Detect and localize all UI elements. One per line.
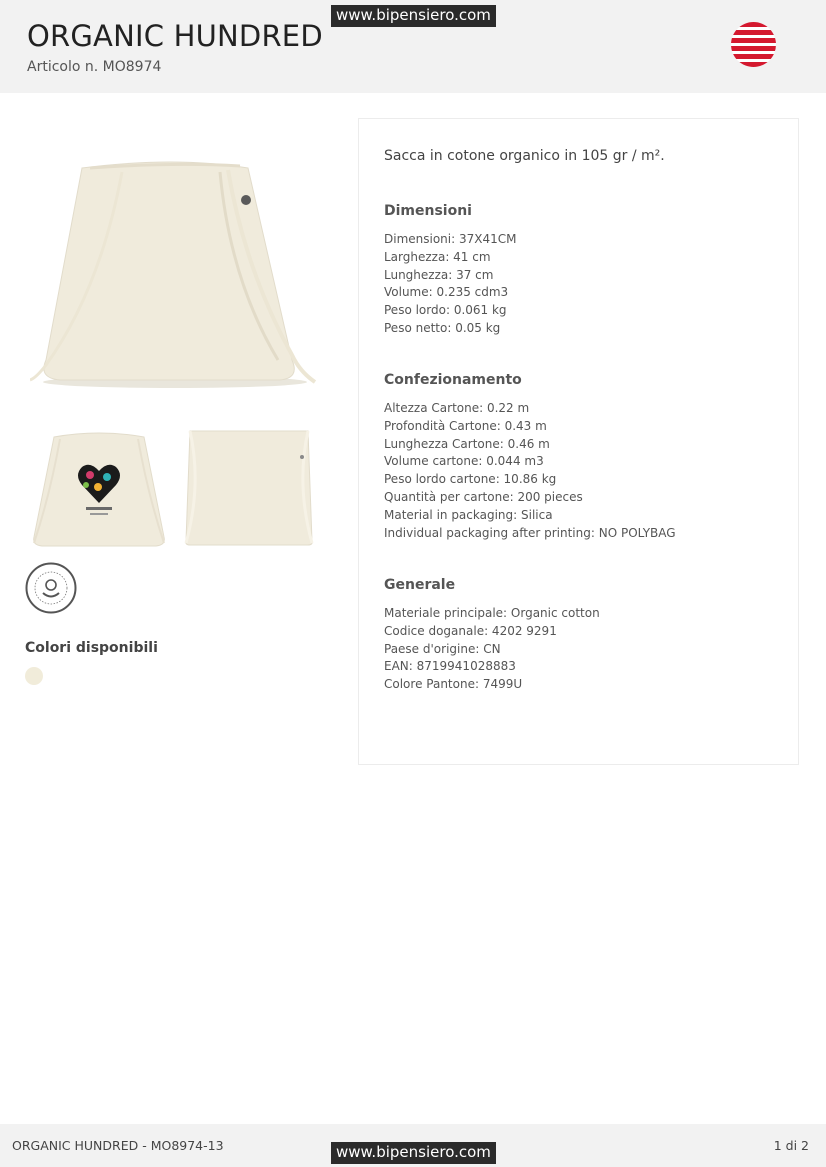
list-item: Dimensioni: 37X41CM [384,232,517,246]
list-item: Lunghezza: 37 cm [384,267,494,282]
dimensions-list [384,231,516,338]
drawstring-bag-printed-heart-image [30,425,168,550]
packaging-list [384,400,676,542]
list-item: Altezza Cartone: 0.22 m [384,401,530,415]
list-item: Codice doganale: 4202 9291 [384,623,557,638]
striped-circle-logo-icon [731,22,776,67]
section-title-general: Generale [384,577,456,593]
article-number: Articolo n. MO8974 [27,59,162,75]
color-swatch[interactable] [25,667,43,685]
conscious-promotions-badge-icon [25,562,77,614]
list-item: Individual packaging after printing: NO POLYBAG [384,525,676,540]
list-item: Colore Pantone: 7499U [384,677,523,692]
list-item: Materiale principale: Organic cotton [384,606,600,620]
site-url-bottom[interactable]: www.bipensiero.com [331,1142,496,1164]
list-item: Material in packaging: Silica [384,507,553,522]
available-colors-title: Colori disponibili [25,640,158,656]
list-item: Profondità Cartone: 0.43 m [384,418,547,433]
list-item: Peso lordo: 0.061 kg [384,303,507,318]
product-title: ORGANIC HUNDRED [27,19,323,53]
list-item: EAN: 8719941028883 [384,659,516,674]
list-item: Quantità per cartone: 200 pieces [384,489,583,504]
list-item: Lunghezza Cartone: 0.46 m [384,436,550,451]
page-number: 1 di 2 [773,1138,809,1153]
drawstring-bag-back-image [180,425,318,550]
list-item: Peso netto: 0.05 kg [384,320,501,335]
list-item: Larghezza: 41 cm [384,249,491,264]
drawstring-bag-front-image [30,150,320,395]
site-url-top[interactable]: www.bipensiero.com [331,5,496,27]
product-description: Sacca in cotone organico in 105 gr / m². [384,148,665,164]
section-title-packaging: Confezionamento [384,372,522,388]
list-item: Volume cartone: 0.044 m3 [384,454,544,469]
list-item: Volume: 0.235 cdm3 [384,285,509,300]
list-item: Peso lordo cartone: 10.86 kg [384,472,557,487]
section-title-dimensions: Dimensioni [384,203,472,219]
footer-product-code: ORGANIC HUNDRED - MO8974-13 [12,1138,224,1153]
list-item: Paese d'origine: CN [384,641,501,656]
general-list [384,605,600,694]
